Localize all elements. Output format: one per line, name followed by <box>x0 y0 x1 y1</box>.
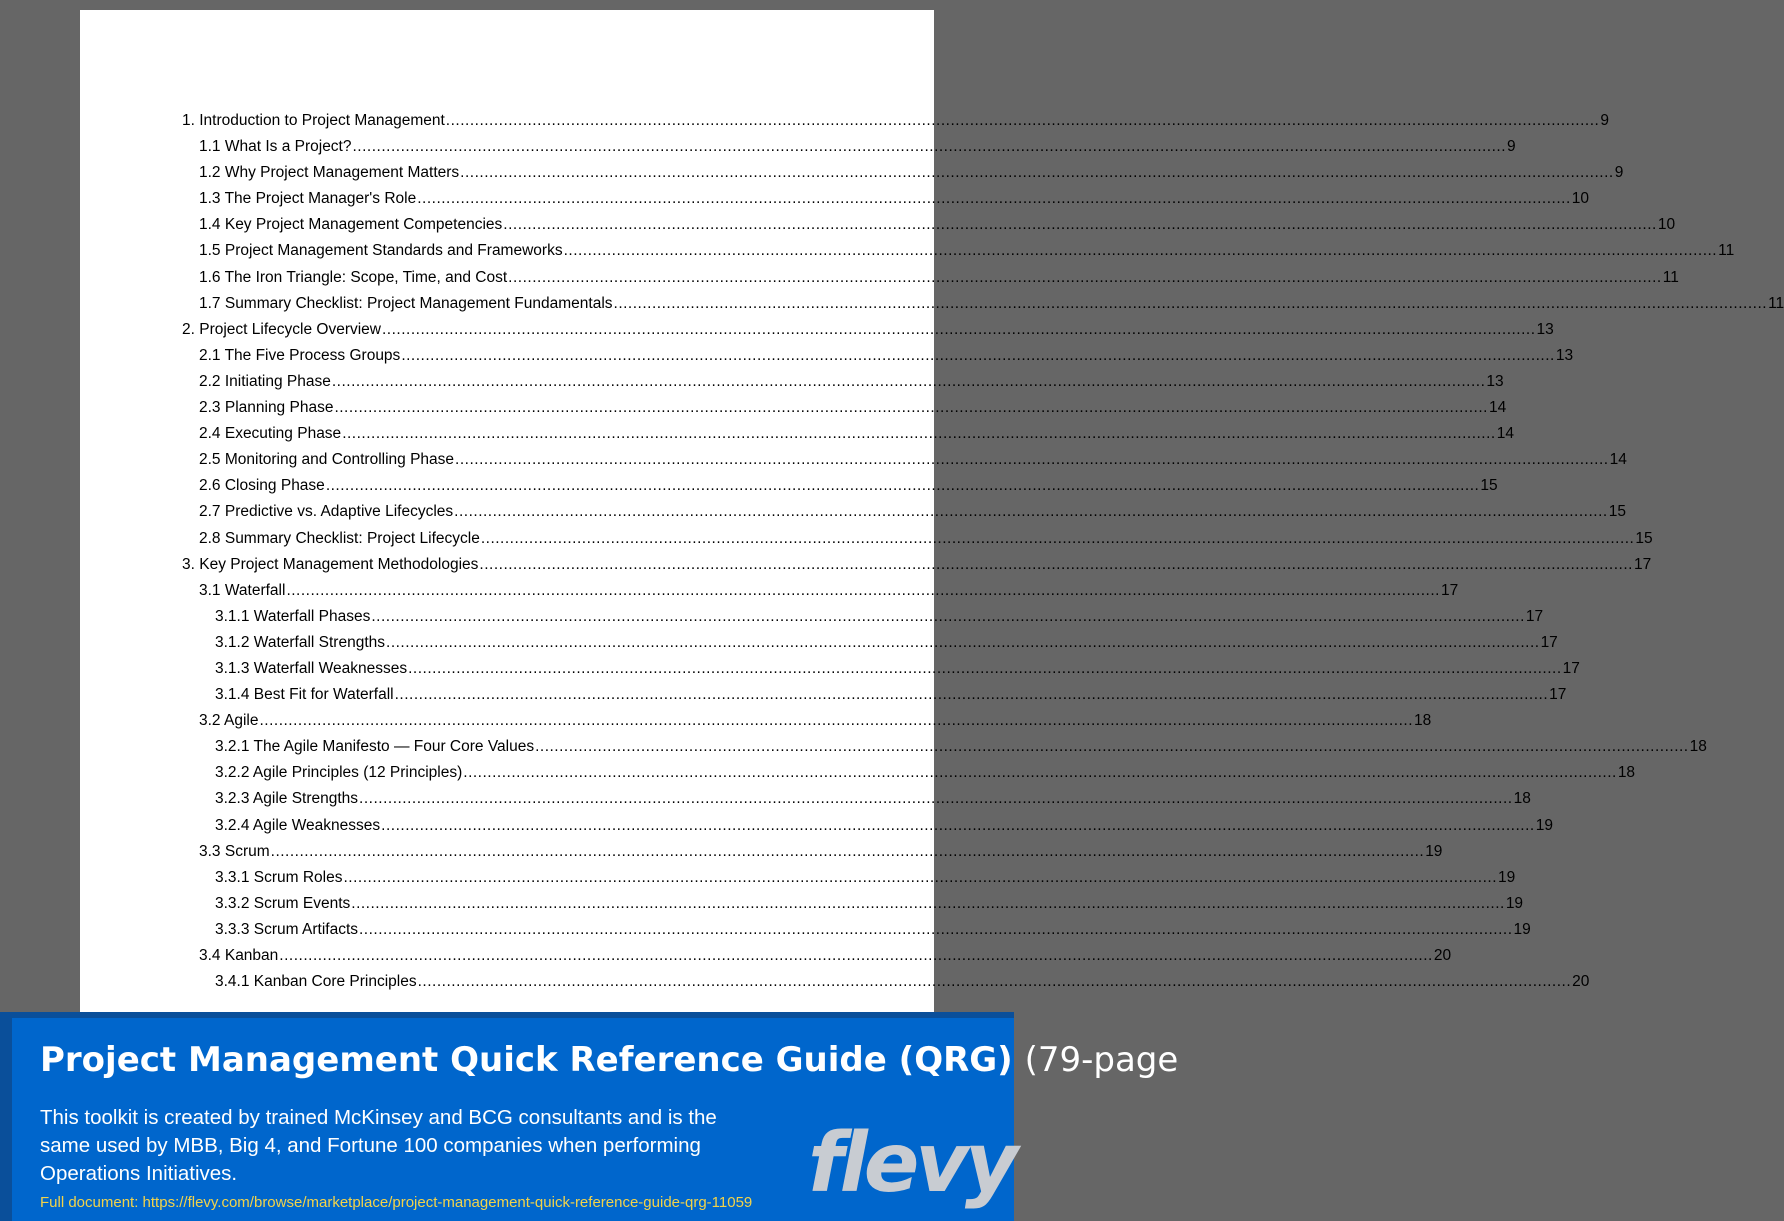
toc-entry-page-number: 11 <box>1662 268 1679 286</box>
toc-entry-title: 3.2.1 The Agile Manifesto — Four Core Values <box>215 738 535 756</box>
toc-entry-title: 3.4.1 Kanban Core Principles <box>215 973 417 991</box>
toc-dot-leader <box>463 764 1617 782</box>
toc-dot-leader <box>332 373 1486 391</box>
toc-entry-title: 3.4 Kanban <box>199 947 279 964</box>
toc-entry-page-number: 14 <box>1609 451 1627 469</box>
toc-entry-title: 2.5 Monitoring and Controlling Phase <box>199 451 455 469</box>
banner-title-text: Project Management Quick Reference Guide (QRG) <box>40 1040 1013 1080</box>
toc-entry[interactable] <box>182 372 1504 399</box>
toc-entry-page-number: 17 <box>1525 607 1544 625</box>
logo-text: flevy <box>808 1116 1015 1211</box>
toc-dot-leader <box>271 843 1425 861</box>
toc-dot-leader <box>359 790 1513 808</box>
toc-entry-title: 3.2.4 Agile Weaknesses <box>215 816 381 834</box>
toc-entry-page-number: 17 <box>1540 633 1558 651</box>
toc-entry-page-number: 17 <box>1562 659 1580 677</box>
toc-entry[interactable] <box>182 738 1707 764</box>
toc-entry-title: 1.2 Why Project Management Matters <box>199 164 460 182</box>
banner-accent-strip <box>0 1018 12 1221</box>
toc-dot-leader <box>455 451 1609 469</box>
toc-entry-page-number: 13 <box>1486 372 1504 390</box>
toc-entry-title: 2. Project Lifecycle Overview <box>182 320 381 338</box>
toc-entry[interactable] <box>182 477 1498 503</box>
toc-dot-leader <box>418 973 1572 991</box>
toc-dot-leader <box>334 399 1488 417</box>
toc-dot-leader <box>417 190 1571 208</box>
toc-dot-leader <box>564 242 1718 260</box>
toc-dot-leader <box>371 608 1525 626</box>
toc-entry-page-number: 14 <box>1488 399 1507 417</box>
toc-entry-title: 3.1.1 Waterfall Phases <box>215 607 371 625</box>
toc-entry[interactable] <box>182 242 1735 268</box>
toc-entry-page-number: 9 <box>1614 164 1624 182</box>
toc-entry[interactable] <box>182 607 1544 634</box>
toc-entry-page-number: 14 <box>1496 425 1514 443</box>
toc-entry-page-number: 18 <box>1414 712 1432 730</box>
toc-entry-title: 2.6 Closing Phase <box>199 477 325 495</box>
toc-entry-title: 3.2.2 Agile Principles (12 Principles) <box>215 764 463 782</box>
toc-entry-title: 3.3.2 Scrum Events <box>215 894 351 912</box>
toc-entry-page-number: 13 <box>1536 320 1554 338</box>
toc-entry-page-number: 15 <box>1480 477 1498 495</box>
toc-entry[interactable] <box>182 947 1452 973</box>
toc-entry[interactable] <box>182 268 1679 295</box>
toc-entry[interactable] <box>182 294 1784 321</box>
toc-entry-page-number: 11 <box>1718 242 1735 260</box>
toc-dot-leader <box>446 112 1600 130</box>
toc-entry-title: 1. Introduction to Project Management <box>182 112 445 129</box>
full-document-link[interactable] <box>40 1194 752 1211</box>
toc-entry-title: 3.3.1 Scrum Roles <box>215 868 343 886</box>
link-url[interactable]: https://flevy.com/browse/marketplace/project-management-quick-reference-guide-qrg-11059 <box>142 1194 753 1211</box>
toc-entry-page-number: 18 <box>1617 764 1636 782</box>
toc-dot-leader <box>535 738 1689 756</box>
toc-dot-leader <box>382 321 1536 339</box>
toc-entry[interactable] <box>182 346 1574 373</box>
banner-page-count: (79-page <box>1024 1040 1179 1080</box>
toc-entry[interactable] <box>182 164 1624 190</box>
toc-entry[interactable] <box>182 555 1652 582</box>
toc-dot-leader <box>381 817 1535 835</box>
toc-dot-leader <box>386 634 1540 652</box>
toc-entry-page-number: 19 <box>1535 816 1553 834</box>
toc-dot-leader <box>460 164 1614 182</box>
document-page <box>80 10 1784 1020</box>
toc-entry-page-number: 10 <box>1657 216 1676 234</box>
toc-dot-leader <box>279 947 1433 965</box>
toc-dot-leader <box>508 269 1662 287</box>
toc-entry-title: 3.1.3 Waterfall Weaknesses <box>215 659 408 677</box>
toc-entry[interactable] <box>182 529 1653 556</box>
banner-title <box>40 1040 1178 1080</box>
toc-entry[interactable] <box>182 138 1516 164</box>
toc-entry-title: 2.1 The Five Process Groups <box>199 346 401 364</box>
toc-entry-title: 1.3 The Project Manager's Role <box>199 190 417 208</box>
toc-entry-page-number: 9 <box>1507 138 1516 156</box>
toc-entry-page-number: 17 <box>1549 686 1567 704</box>
toc-entry-title: 2.8 Summary Checklist: Project Lifecycle <box>199 529 480 547</box>
toc-dot-leader <box>454 503 1608 521</box>
toc-entry[interactable] <box>182 973 1590 999</box>
toc-entry-page-number: 20 <box>1433 947 1452 964</box>
toc-entry-title: 3.1.2 Waterfall Strengths <box>215 633 386 651</box>
toc-entry-page-number: 15 <box>1608 503 1626 521</box>
toc-entry-page-number: 17 <box>1633 555 1652 573</box>
toc-entry-page-number: 19 <box>1425 842 1443 860</box>
toc-entry[interactable] <box>182 659 1580 686</box>
toc-entry-page-number: 19 <box>1513 920 1531 938</box>
toc-entry[interactable] <box>182 190 1590 216</box>
toc-entry[interactable] <box>182 712 1432 738</box>
toc-entry-title: 2.4 Executing Phase <box>199 425 342 443</box>
toc-entry-page-number: 15 <box>1635 529 1653 547</box>
toc-entry-title: 1.5 Project Management Standards and Frameworks <box>199 242 563 260</box>
toc-dot-leader <box>344 869 1498 887</box>
toc-dot-leader <box>479 556 1633 574</box>
flevy-logo <box>808 1116 1014 1211</box>
toc-entry-page-number: 19 <box>1498 868 1516 886</box>
toc-dot-leader <box>359 921 1513 939</box>
toc-dot-leader <box>614 295 1768 313</box>
toc-entry-page-number: 20 <box>1572 973 1590 991</box>
toc-entry[interactable] <box>182 816 1553 843</box>
toc-entry-title: 1.4 Key Project Management Competencies <box>199 216 503 234</box>
toc-dot-leader <box>286 582 1440 600</box>
toc-entry[interactable] <box>182 112 1609 138</box>
toc-entry-page-number: 18 <box>1513 790 1531 808</box>
toc-dot-leader <box>395 686 1549 704</box>
toc-entry-title: 3.1.4 Best Fit for Waterfall <box>215 686 394 704</box>
toc-entry[interactable] <box>182 894 1524 921</box>
toc-entry-page-number: 13 <box>1555 346 1574 364</box>
toc-entry[interactable] <box>182 686 1567 712</box>
toc-dot-leader <box>481 530 1635 548</box>
banner-description: This toolkit is created by trained McKinsey and BCG consultants and is the same used by MBB, Big 4, and Fortune 100 companies when performing Operations Initiatives. <box>40 1106 717 1185</box>
toc-entry-page-number: 9 <box>1600 112 1609 129</box>
toc-dot-leader <box>351 895 1505 913</box>
toc-entry-page-number: 10 <box>1571 190 1590 208</box>
toc-entry-title: 1.6 The Iron Triangle: Scope, Time, and Cost <box>199 268 508 286</box>
toc-dot-leader <box>503 216 1657 234</box>
toc-dot-leader <box>326 477 1480 495</box>
toc-entry[interactable] <box>182 842 1443 869</box>
toc-entry[interactable] <box>182 425 1514 451</box>
toc-entry-title: 3.2 Agile <box>199 712 259 730</box>
toc-entry[interactable] <box>182 868 1516 895</box>
toc-entry[interactable] <box>182 790 1531 816</box>
toc-entry-title: 3.2.3 Agile Strengths <box>215 790 359 808</box>
toc-entry-page-number: 17 <box>1440 581 1459 599</box>
toc-entry-page-number: 19 <box>1505 894 1524 912</box>
table-of-contents <box>182 112 1784 999</box>
toc-entry-title: 1.1 What Is a Project? <box>199 138 352 156</box>
toc-entry-title: 2.2 Initiating Phase <box>199 372 331 390</box>
toc-entry-page-number: 18 <box>1689 738 1707 756</box>
toc-entry-page-number: 11 <box>1768 294 1784 312</box>
toc-entry[interactable] <box>182 920 1531 947</box>
toc-entry-title: 2.7 Predictive vs. Adaptive Lifecycles <box>199 503 454 521</box>
toc-entry-title: 1.7 Summary Checklist: Project Management Fundamentals <box>199 294 613 312</box>
toc-dot-leader <box>259 712 1413 730</box>
toc-entry[interactable] <box>182 633 1558 660</box>
toc-entry[interactable] <box>182 581 1459 608</box>
link-label: Full document: <box>40 1194 143 1211</box>
toc-dot-leader <box>408 660 1562 678</box>
toc-entry-title: 2.3 Planning Phase <box>199 399 334 417</box>
toc-entry[interactable] <box>182 451 1627 477</box>
toc-dot-leader <box>353 138 1507 156</box>
toc-entry[interactable] <box>182 216 1676 242</box>
toc-entry[interactable] <box>182 399 1507 425</box>
toc-entry-title: 3. Key Project Management Methodologies <box>182 555 479 573</box>
toc-entry[interactable] <box>182 320 1554 347</box>
toc-dot-leader <box>342 425 1496 443</box>
toc-entry[interactable] <box>182 764 1636 790</box>
toc-entry-title: 3.1 Waterfall <box>199 581 286 599</box>
promo-banner <box>0 1012 1179 1221</box>
toc-entry-title: 3.3 Scrum <box>199 842 270 860</box>
toc-entry-title: 3.3.3 Scrum Artifacts <box>215 920 358 938</box>
toc-entry[interactable] <box>182 503 1626 529</box>
toc-dot-leader <box>401 347 1555 365</box>
